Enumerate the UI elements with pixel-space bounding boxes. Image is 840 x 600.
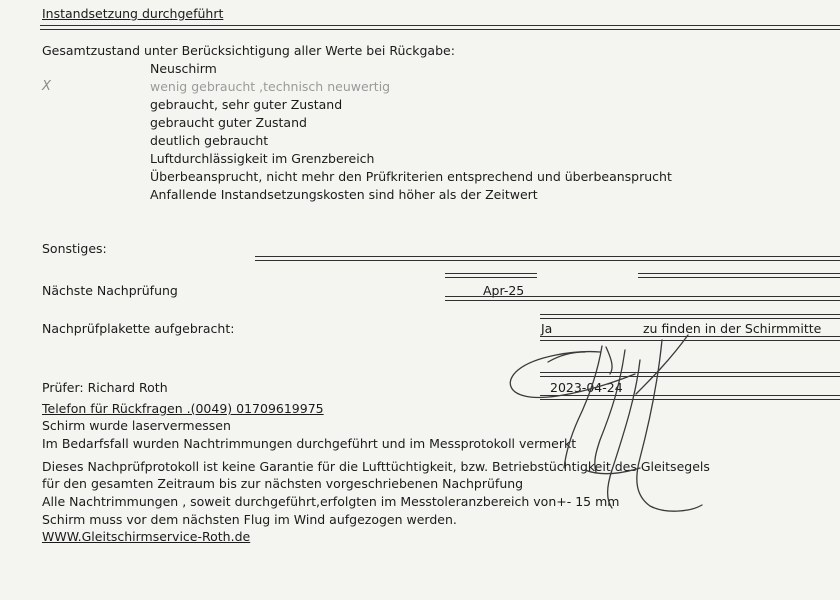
plakette-label: Nachprüfplakette aufgebracht: xyxy=(42,321,235,336)
date-value: 2023-04-24 xyxy=(550,380,623,395)
next-check-value: Apr-25 xyxy=(483,283,525,298)
condition-option-new: Neuschirm xyxy=(150,61,217,76)
footer-line-wind: Schirm muss vor dem nächsten Flug im Wind aufgezogen werden. xyxy=(42,512,457,527)
section-title: Instandsetzung durchgeführt xyxy=(42,6,224,21)
footer-line-tolerance: Alle Nachtrimmungen , soweit durchgeführt,erfolgten im Messtoleranzbereich von+- 15 mm xyxy=(42,494,620,509)
selected-marker: X xyxy=(42,79,51,94)
website-link[interactable]: WWW.Gleitschirmservice-Roth.de xyxy=(42,529,251,544)
condition-heading: Gesamtzustand unter Berücksichtigung aller Werte bei Rückgabe: xyxy=(42,43,455,58)
condition-option-overstressed: Überbeansprucht, nicht mehr den Prüfkriterien entsprechend und überbeansprucht xyxy=(150,169,672,184)
condition-option-little-used: wenig gebraucht ,technisch neuwertig xyxy=(150,79,391,94)
phone-line: Telefon für Rückfragen .(0049) 01709619975 xyxy=(42,401,324,416)
next-check-label: Nächste Nachprüfung xyxy=(42,283,178,298)
condition-option-clearly-used: deutlich gebraucht xyxy=(150,133,269,148)
sonstiges-label: Sonstiges: xyxy=(42,241,107,256)
footer-line-disclaimer: Dieses Nachprüfprotokoll ist keine Garantie für die Lufttüchtigkeit, bzw. Betriebstüchtigkeit des Gleitsegels xyxy=(42,459,710,474)
footer-line-laser: Schirm wurde laservermessen xyxy=(42,418,231,433)
footer-line-period: für den gesamten Zeitraum bis zur nächsten vorgeschriebenen Nachprüfung xyxy=(42,476,524,491)
plakette-value: Ja xyxy=(541,321,553,336)
condition-option-good: gebraucht guter Zustand xyxy=(150,115,307,130)
condition-option-repair-cost: Anfallende Instandsetzungskosten sind höher als der Zeitwert xyxy=(150,187,538,202)
footer-line-trimming: Im Bedarfsfall wurden Nachtrimmungen durchgeführt und im Messprotokoll vermerkt xyxy=(42,436,577,451)
plakette-note: zu finden in der Schirmmitte xyxy=(643,321,822,336)
condition-option-porosity: Luftdurchlässigkeit im Grenzbereich xyxy=(150,151,375,166)
condition-option-very-good: gebraucht, sehr guter Zustand xyxy=(150,97,343,112)
pruefer-label: Prüfer: Richard Roth xyxy=(42,380,168,395)
